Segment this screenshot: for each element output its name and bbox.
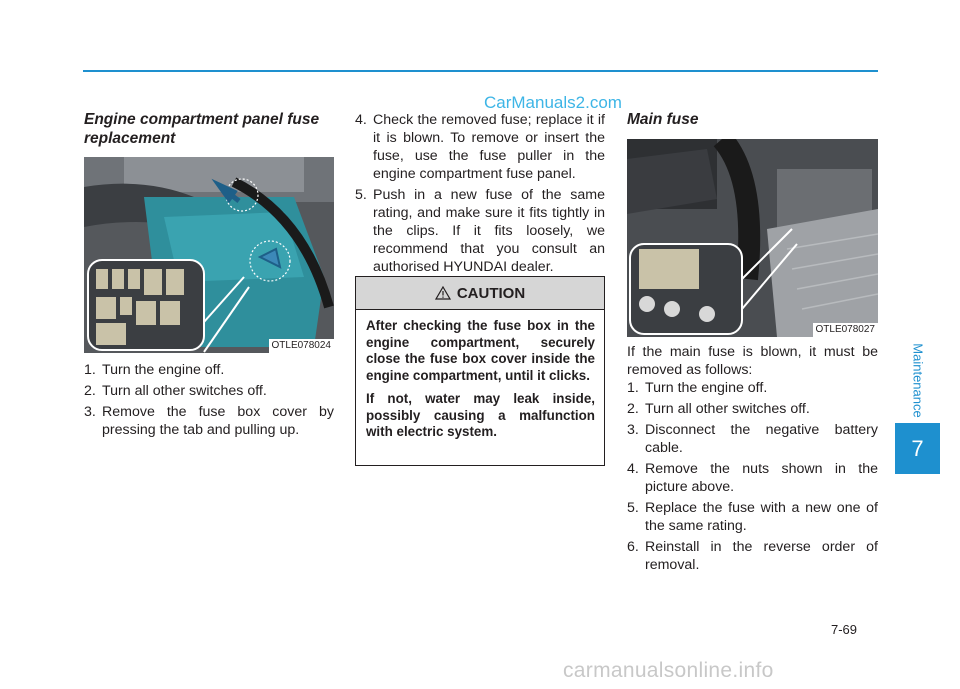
engine-compartment-illustration bbox=[84, 157, 334, 353]
caution-box bbox=[355, 276, 605, 466]
section-heading-engine-fuse: Engine compartment panel fuse replacement bbox=[84, 111, 320, 147]
list-item: 3. Remove the fuse box cover by pressing the tab and pulling up. bbox=[84, 404, 334, 438]
list-item: 5. Push in a new fuse of the same rating, and make sure it fits tightly in the clips. If it fits loosely, we recommend that you consult an authorised HYUNDAI dealer. bbox=[355, 187, 605, 275]
watermark-top: CarManuals2.com bbox=[484, 93, 622, 112]
engine-fuse-box-photo bbox=[84, 157, 334, 353]
list-item: 5. Replace the fuse with a new one of the same rating. bbox=[627, 500, 878, 534]
caution-header bbox=[356, 277, 604, 310]
list-item: 1. Turn the engine off. bbox=[84, 362, 225, 378]
right-steps-list bbox=[627, 379, 878, 577]
warning-triangle-icon bbox=[435, 286, 451, 300]
list-item: 2. Turn all other switches off. bbox=[84, 383, 267, 399]
list-item: 4. Remove the nuts shown in the picture above. bbox=[627, 461, 878, 495]
list-item: 4. Check the removed fuse; replace it if it is blown. To remove or insert the fuse, use the fuse puller in the engine compartment fuse panel. bbox=[355, 112, 605, 182]
list-item: 3. Disconnect the negative battery cable. bbox=[627, 422, 878, 456]
main-fuse-photo bbox=[627, 139, 878, 337]
photo-code-label: OTLE078027 bbox=[813, 323, 879, 337]
chapter-tab: 7 bbox=[895, 423, 940, 474]
caution-title: CAUTION bbox=[456, 284, 526, 302]
photo-code-label: OTLE078024 bbox=[269, 339, 335, 353]
header-rule bbox=[83, 70, 878, 72]
list-item: 6. Reinstall in the reverse order of removal. bbox=[627, 539, 878, 573]
middle-steps-list bbox=[355, 111, 605, 279]
caution-paragraph: After checking the fuse box in the engine compartment, securely close the fuse box cover inside the engine compartment, until it clicks. bbox=[366, 318, 595, 383]
list-item: 2. Turn all other switches off. bbox=[627, 401, 810, 417]
caution-body bbox=[356, 310, 604, 441]
list-item: 1. Turn the engine off. bbox=[627, 380, 768, 396]
section-heading-main-fuse: Main fuse bbox=[627, 111, 699, 128]
left-steps-list bbox=[84, 361, 334, 442]
section-side-label: Maintenance bbox=[910, 343, 926, 418]
page-number: 7-69 bbox=[831, 622, 858, 637]
watermark-bottom: carmanualsonline.info bbox=[563, 659, 774, 682]
caution-paragraph: If not, water may leak inside, possibly causing a malfunction with electric system. bbox=[366, 391, 595, 439]
main-fuse-illustration bbox=[627, 139, 878, 337]
main-fuse-intro: If the main fuse is blown, it must be removed as follows: bbox=[627, 344, 878, 378]
